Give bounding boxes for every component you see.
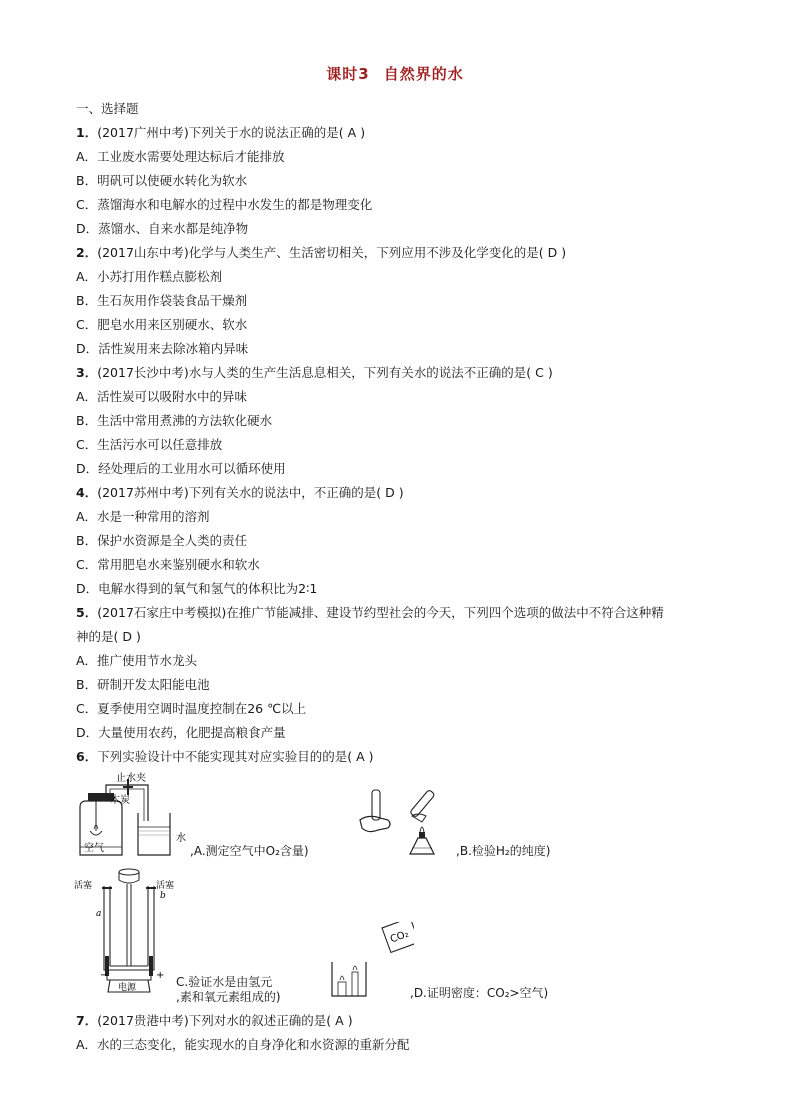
q5-option-a: A．推广使用节水龙头 xyxy=(76,653,198,668)
question-1: 1．(2017广州中考)下列关于水的说法正确的是( A ) xyxy=(76,125,366,140)
label-co2: CO₂ xyxy=(388,928,411,946)
q4-option-c: C．常用肥皂水来鉴别硬水和软水 xyxy=(76,557,260,572)
label-power: 电源 xyxy=(118,983,137,993)
question-5: 5．(2017石家庄中考模拟)在推广节能减排、建设节约型社会的今天，下列四个选项的做法中不符合这种精 xyxy=(76,605,664,620)
label-stopcock-right: 活塞 xyxy=(156,881,175,891)
label-a: a xyxy=(96,909,102,919)
answer-7: A xyxy=(335,1013,344,1028)
candle-high xyxy=(352,972,358,996)
q5-option-b: B．研制开发太阳能电池 xyxy=(76,677,210,692)
q1-option-c: C．蒸馏海水和电解水的过程中水发生的都是物理变化 xyxy=(76,197,373,212)
q4-option-d: D．电解水得到的氧气和氢气的体积比为2∶1 xyxy=(76,581,318,596)
q2-option-b: B．生石灰用作袋装食品干燥剂 xyxy=(76,293,248,308)
q1-option-d: D．蒸馏水、自来水都是纯净物 xyxy=(76,221,249,236)
q3-option-d: D．经处理后的工业用水可以循环使用 xyxy=(76,461,286,476)
q5-option-d: D．大量使用农药，化肥提高粮食产量 xyxy=(76,725,286,740)
test-tube-right xyxy=(410,789,435,817)
figure-d-caption: ,D.证明密度：CO₂>空气) xyxy=(410,986,549,1000)
q1-option-a: A．工业废水需要处理达标后才能排放 xyxy=(76,149,285,164)
answer-6: A xyxy=(356,749,365,764)
question-2: 2．(2017山东中考)化学与人类生产、生活密切相关，下列应用不涉及化学变化的是( D ) xyxy=(76,245,567,260)
label-minus: − xyxy=(100,970,109,981)
answer-3: C xyxy=(535,365,544,380)
question-5-continued: 神的是( D ) xyxy=(76,629,141,644)
figure-c-caption-1: C.验证水是由氢元 xyxy=(176,975,273,989)
q2-option-c: C．肥皂水用来区别硬水、软水 xyxy=(76,317,248,332)
answer-4: D xyxy=(385,485,395,500)
lesson-topic: 自然界的水 xyxy=(383,65,464,83)
question-7: 7．(2017贵港中考)下列对水的叙述正确的是( A ) xyxy=(76,1013,353,1028)
figure-c-apparatus xyxy=(74,866,184,998)
label-stopcock-left: 活塞 xyxy=(74,881,93,891)
reservoir xyxy=(119,869,139,875)
candle-low xyxy=(338,982,346,996)
label-plus: + xyxy=(156,970,165,981)
beaker xyxy=(332,962,366,996)
q1-option-b: B．明矾可以使硬水转化为软水 xyxy=(76,173,248,188)
test-tube-left xyxy=(372,790,380,820)
hand-icon-right xyxy=(412,814,426,822)
flame-icon xyxy=(340,976,344,980)
q7-option-a: A．水的三态变化，能实现水的自身净化和水资源的重新分配 xyxy=(76,1037,410,1052)
label-charcoal: 木炭 xyxy=(110,795,130,806)
q3-option-b: B．生活中常用煮沸的方法软化硬水 xyxy=(76,413,273,428)
hand-icon xyxy=(360,816,390,831)
figure-c-caption-2: ,素和氧元素组成的) xyxy=(176,990,281,1004)
beaker xyxy=(138,813,170,855)
flame-icon xyxy=(420,827,424,832)
answer-1: A xyxy=(347,125,357,140)
lesson-number: 课时3 xyxy=(326,65,370,83)
figure-d-apparatus xyxy=(324,922,414,1000)
answer-2: D xyxy=(547,245,558,260)
q4-option-b: B．保护水资源是全人类的责任 xyxy=(76,533,248,548)
figure-b-apparatus xyxy=(354,786,458,858)
alcohol-lamp xyxy=(410,838,434,854)
figure-b-caption: ,B.检验H₂的纯度) xyxy=(456,844,551,858)
question-6: 6．下列实验设计中不能实现其对应实验目的的是( A ) xyxy=(76,749,374,764)
label-b: b xyxy=(160,891,166,901)
page-title xyxy=(0,63,790,84)
q2-option-d: D．活性炭用来去除冰箱内异味 xyxy=(76,341,249,356)
question-4: 4．(2017苏州中考)下列有关水的说法中，不正确的是( D ) xyxy=(76,485,404,500)
q3-option-c: C．生活污水可以任意排放 xyxy=(76,437,223,452)
label-air: 空气 xyxy=(84,843,104,854)
figure-a-apparatus xyxy=(74,771,192,861)
q5-option-c: C．夏季使用空调时温度控制在26 ℃以上 xyxy=(76,701,307,716)
figure-a-caption: ,A.测定空气中O₂含量) xyxy=(190,844,309,858)
label-clip: 止水夹 xyxy=(116,773,146,784)
question-3: 3．(2017长沙中考)水与人类的生产生活息息相关，下列有关水的说法不正确的是( C ) xyxy=(76,365,553,380)
q2-option-a: A．小苏打用作糕点膨松剂 xyxy=(76,269,223,284)
label-water: 水 xyxy=(176,833,186,844)
q3-option-a: A．活性炭可以吸附水中的异味 xyxy=(76,389,248,404)
flame-icon xyxy=(353,966,357,970)
section-heading: 一、选择题 xyxy=(76,101,139,116)
electrode-right xyxy=(149,956,153,976)
answer-5: D xyxy=(122,629,133,644)
spoon xyxy=(90,831,102,835)
q4-option-a: A．水是一种常用的溶剂 xyxy=(76,509,210,524)
